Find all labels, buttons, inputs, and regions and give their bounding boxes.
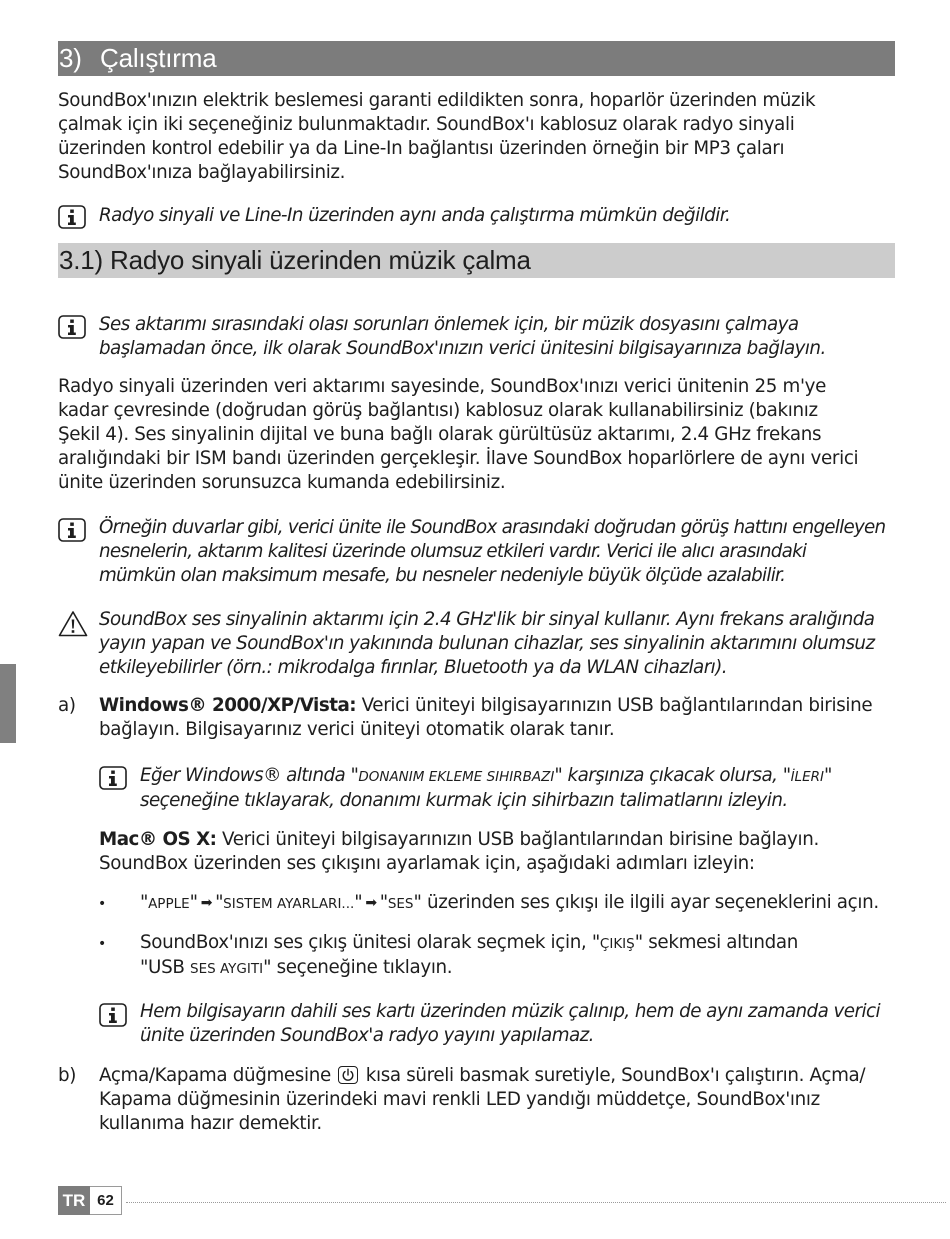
- info-icon: [58, 518, 86, 542]
- mac-label: Mac® OS X:: [99, 829, 217, 850]
- text-line: nesnelerin, aktarım kalitesi üzerinde olumsuz etkileri vardır. Verici ile alıcı arasındaki: [99, 541, 807, 562]
- text-line: Radyo sinyali ve Line-In üzerinden aynı anda çalıştırma mümkün değildir.: [99, 205, 731, 226]
- arrow-right-icon: ➡: [365, 895, 377, 911]
- small-caps-span: SES: [387, 896, 414, 912]
- radio-signal-paragraph: [58, 375, 858, 495]
- text-span: Verici üniteyi bilgisayarınızın USB bağlantılarından birisine bağlayın.: [216, 829, 819, 850]
- small-caps-span: APPLE: [148, 896, 190, 912]
- warning-frequency: [99, 608, 875, 680]
- intro-paragraph: [58, 89, 815, 185]
- text-span: Açma/Kapama düğmesine: [99, 1065, 331, 1086]
- text-line: bağlayın. Bilgisayarınız verici üniteyi otomatik olarak tanır.: [99, 719, 615, 740]
- text-span: ": [823, 765, 832, 786]
- text-line: [140, 891, 879, 916]
- section-3-header: [58, 41, 895, 76]
- text-line: [140, 764, 832, 789]
- text-line: Ses aktarımı sırasındaki olası sorunları önlemek için, bir müzik dosyasını çalmaya: [99, 314, 799, 335]
- info-icon: [99, 1003, 127, 1027]
- bullet-icon: •: [98, 896, 106, 912]
- text-line: SoundBox'ınıza bağlayabilirsiniz.: [58, 162, 346, 183]
- text-line: [140, 931, 798, 956]
- text-span: ": [189, 892, 198, 913]
- note-connect-first: [99, 313, 826, 361]
- text-span: ": [354, 892, 363, 913]
- text-span: ": [140, 892, 149, 913]
- footer-language-badge: TR: [58, 1186, 90, 1215]
- text-span: " sekmesi altından: [634, 932, 798, 953]
- text-span: " seçeneğine tıklayın.: [263, 957, 453, 978]
- section-3-1-header: [58, 243, 895, 278]
- text-line: yayın yapan ve SoundBox'ın yakınında bulunan cihazlar, ses sinyalinin aktarımını olumsuz: [99, 633, 875, 654]
- footer-dotted-rule: [126, 1202, 946, 1203]
- text-line: Örneğin duvarlar gibi, verici ünite ile SoundBox arasındaki doğrudan görüş hattını engelleyen: [99, 517, 886, 538]
- text-line: Radyo sinyali üzerinden veri aktarımı sayesinde, SoundBox'ınızı verici ünitenin 25 m'ye: [58, 376, 827, 397]
- text-span: " karşınıza çıkacak olursa, ": [554, 765, 791, 786]
- mac-instructions: [99, 828, 819, 876]
- text-line: [99, 828, 819, 852]
- text-line: ünite üzerinden sorunsuzca kumanda edebilirsiniz.: [58, 472, 506, 493]
- text-span: "USB: [140, 957, 190, 978]
- step-a-marker: a): [58, 695, 76, 716]
- windows-label: Windows® 2000/XP/Vista:: [99, 695, 357, 716]
- text-line: SoundBox üzerinden ses çıkışını ayarlamak için, aşağıdaki adımları izleyin:: [99, 853, 755, 874]
- text-span: Verici üniteyi bilgisayarınızın USB bağlantılarından birisine: [356, 695, 873, 716]
- text-span: ": [215, 892, 224, 913]
- text-line: kullanıma hazır demektir.: [99, 1113, 322, 1134]
- note-sound-card: [140, 1000, 880, 1048]
- step-b-marker: b): [58, 1065, 77, 1086]
- text-span: Eğer Windows® altında ": [140, 765, 359, 786]
- info-icon: [99, 766, 127, 790]
- text-line: Kapama düğmesinin üzerindeki mavi renkli LED yandığı müddetçe, SoundBox'ınız: [99, 1089, 820, 1110]
- text-line: [99, 1064, 865, 1088]
- note-simultaneous: [99, 204, 730, 228]
- text-line: [99, 694, 872, 718]
- text-line: Hem bilgisayarın dahili ses kartı üzerinden müzik çalınıp, hem de aynı zamanda verici: [140, 1001, 881, 1022]
- step-b-power: [99, 1064, 865, 1136]
- small-caps-span: İLERI: [790, 769, 824, 785]
- text-line: SoundBox ses sinyalinin aktarımı için 2.4 GHz'lik bir sinyal kullanır. Aynı frekans aralığında: [99, 609, 875, 630]
- text-line: üzerinden kontrol edebilir ya da Line-In bağlantısı üzerinden örneğin bir MP3 çaları: [58, 138, 785, 159]
- power-button-icon: [338, 1066, 358, 1084]
- note-windows-wizard: [140, 764, 832, 813]
- text-line: etkileyebilirler (örn.: mikrodalga fırınlar, Bluetooth ya da WLAN cihazları).: [99, 657, 728, 678]
- text-line: başlamadan önce, ilk olarak SoundBox'ınızın verici ünitesini bilgisayarınıza bağlayın.: [99, 338, 826, 359]
- text-line: mümkün olan maksimum mesafe, bu nesneler nedeniyle büyük ölçüde azalabilir.: [99, 565, 786, 586]
- text-line: seçeneğine tıklayarak, donanımı kurmak için sihirbazın talimatlarını izleyin.: [140, 790, 788, 811]
- small-caps-span: SISTEM AYARLARI...: [223, 896, 355, 912]
- small-caps-span: DONANIM EKLEME SIHIRBAZI: [358, 769, 555, 785]
- footer-page-number: 62: [90, 1186, 122, 1215]
- bullet-usb-audio: [140, 931, 798, 981]
- section-number: 3): [59, 43, 82, 73]
- arrow-right-icon: ➡: [200, 895, 213, 911]
- section-title: Çalıştırma: [100, 43, 217, 73]
- text-line: ünite üzerinden SoundBox'a radyo yayını yapılamaz.: [140, 1025, 594, 1046]
- text-line: kadar çevresinde (doğrudan görüş bağlantısı) kablosuz olarak kullanabilirsiniz (bakınız: [58, 400, 818, 421]
- text-line: Şekil 4). Ses sinyalinin dijital ve buna bağlı olarak gürültüsüz aktarımı, 2.4 GHz frekans: [58, 424, 822, 445]
- text-line: çalmak için iki seçeneğiniz bulunmaktadır. SoundBox'ı kablosuz olarak radyo sinyali: [58, 114, 795, 135]
- text-line: SoundBox'ınızın elektrik beslemesi garanti edildikten sonra, hoparlör üzerinden müzik: [58, 90, 816, 111]
- side-thumb-tab: [0, 664, 16, 743]
- bullet-icon: •: [98, 936, 106, 952]
- text-span: kısa süreli basmak suretiyle, SoundBox'ı çalıştırın. Açma/: [365, 1065, 866, 1086]
- step-a-windows: [99, 694, 872, 742]
- section-title: 3.1) Radyo sinyali üzerinden müzik çalma: [59, 245, 531, 275]
- text-line: aralığındaki bir ISM bandı üzerinden gerçekleşir. İlave SoundBox hoparlörlere de aynı verici: [58, 448, 859, 469]
- small-caps-span: ÇIKIŞ: [599, 936, 635, 952]
- warning-icon: [58, 610, 88, 637]
- text-span: " üzerinden ses çıkışı ile ilgili ayar seçeneklerini açın.: [413, 892, 879, 913]
- info-icon: [58, 205, 86, 229]
- small-caps-span: SES AYGITI: [190, 961, 264, 977]
- info-icon: [58, 315, 86, 339]
- text-line: [140, 956, 798, 981]
- bullet-apple-settings: [140, 891, 879, 916]
- text-span: ": [379, 892, 388, 913]
- note-obstacles: [99, 516, 885, 588]
- text-span: SoundBox'ınızı ses çıkış ünitesi olarak seçmek için, ": [140, 932, 600, 953]
